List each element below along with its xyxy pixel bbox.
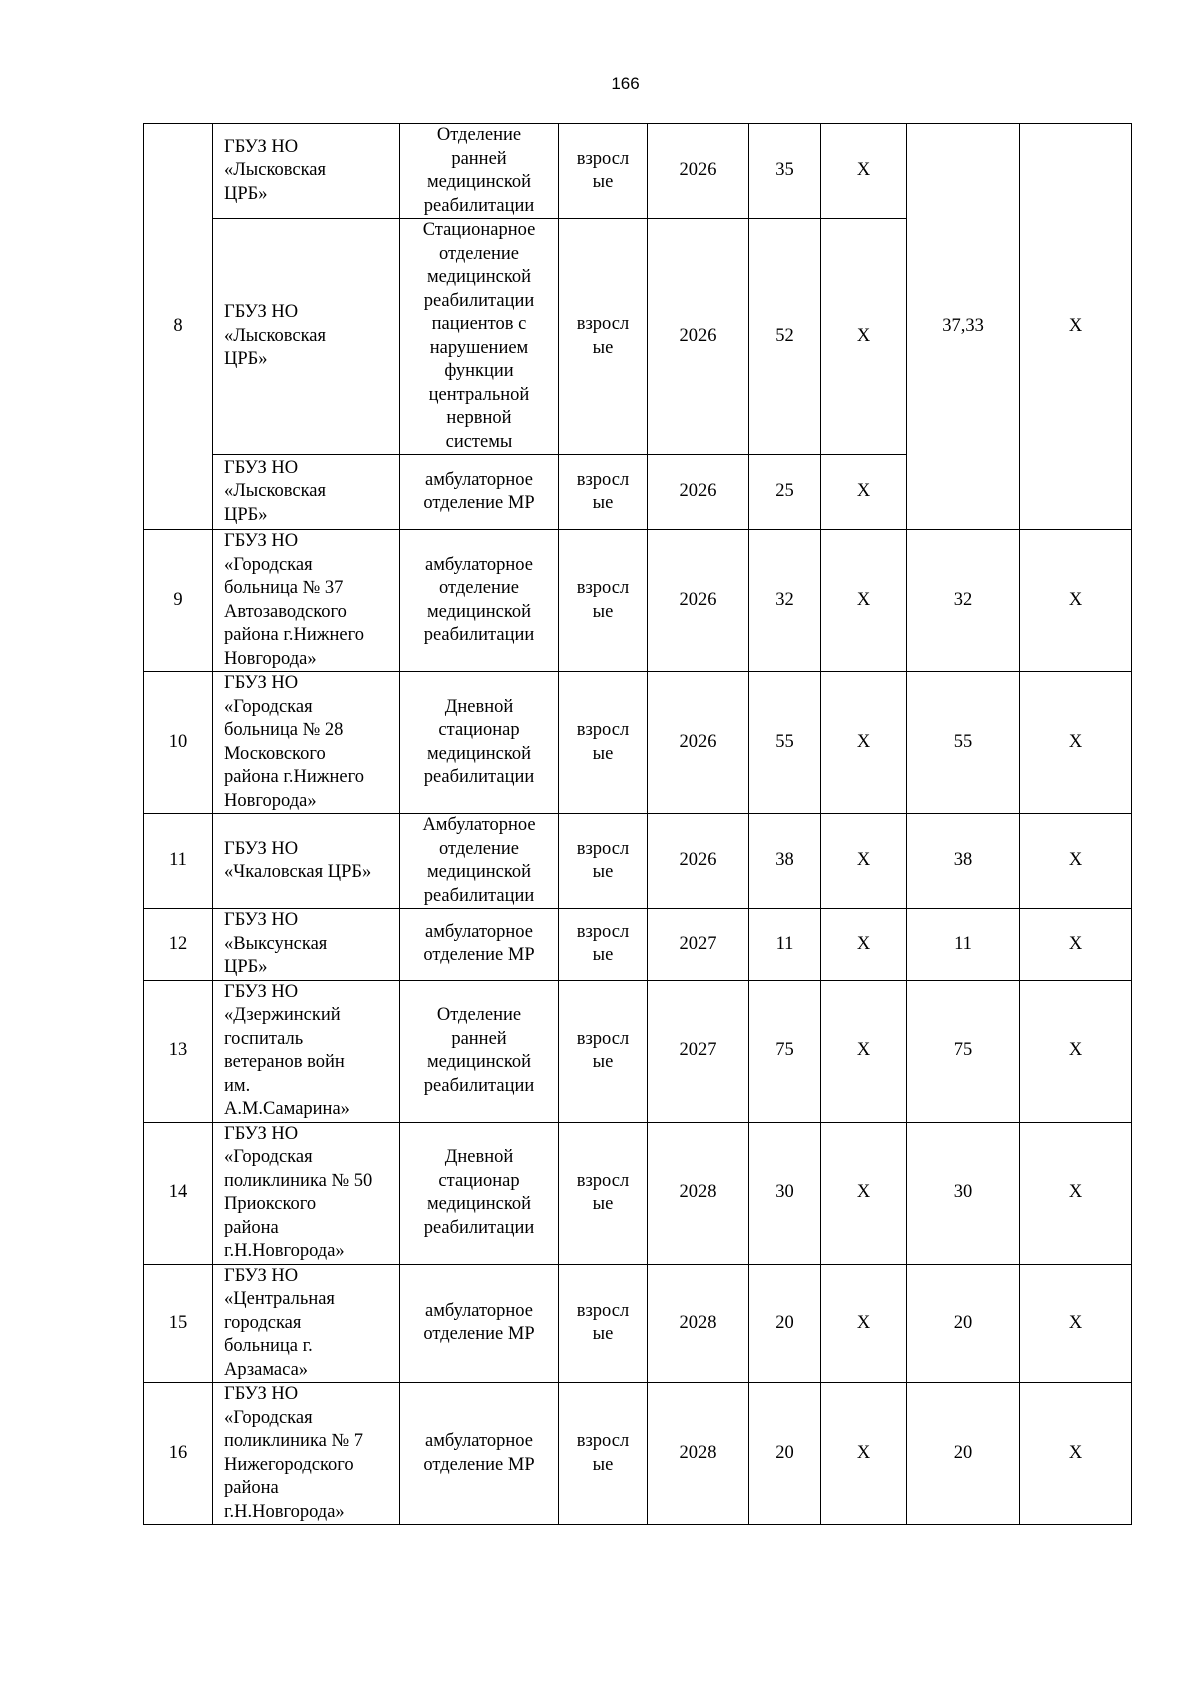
table-row <box>144 124 1132 219</box>
year-cell: 2028 <box>648 1383 749 1525</box>
category-cell: взросл ые <box>559 1264 648 1383</box>
total-cell: 37,33 <box>907 124 1020 530</box>
mark-cell: Х <box>821 980 907 1122</box>
year-cell: 2027 <box>648 980 749 1122</box>
organization-cell: ГБУЗ НО «Лысковская ЦРБ» <box>213 219 400 455</box>
organization-cell: ГБУЗ НО «Городская поликлиника № 7 Нижегородского района г.Н.Новгорода» <box>213 1383 400 1525</box>
total-cell: 30 <box>907 1122 1020 1264</box>
year-cell: 2026 <box>648 455 749 530</box>
organization-cell: ГБУЗ НО «Городская поликлиника № 50 Приокского района г.Н.Новгорода» <box>213 1122 400 1264</box>
category-cell: взросл ые <box>559 909 648 981</box>
table-row <box>144 909 1132 981</box>
unit-cell: амбулаторное отделение медицинской реабилитации <box>400 530 559 672</box>
unit-cell: Отделение ранней медицинской реабилитации <box>400 124 559 219</box>
row-number: 9 <box>144 530 213 672</box>
row-number: 15 <box>144 1264 213 1383</box>
mark-cell: Х <box>821 455 907 530</box>
organization-cell: ГБУЗ НО «Дзержинский госпиталь ветеранов войн им. А.М.Самарина» <box>213 980 400 1122</box>
beds-cell: 52 <box>749 219 821 455</box>
beds-cell: 30 <box>749 1122 821 1264</box>
table-row <box>144 1122 1132 1264</box>
organization-cell: ГБУЗ НО «Лысковская ЦРБ» <box>213 124 400 219</box>
mark-cell: Х <box>821 672 907 814</box>
year-cell: 2027 <box>648 909 749 981</box>
organization-cell: ГБУЗ НО «Лысковская ЦРБ» <box>213 455 400 530</box>
category-cell: взросл ые <box>559 1122 648 1264</box>
beds-cell: 25 <box>749 455 821 530</box>
row-number: 11 <box>144 814 213 909</box>
row-number: 16 <box>144 1383 213 1525</box>
organization-cell: ГБУЗ НО «Городская больница № 37 Автозаводского района г.Нижнего Новгорода» <box>213 530 400 672</box>
beds-cell: 38 <box>749 814 821 909</box>
total-cell: 55 <box>907 672 1020 814</box>
beds-cell: 20 <box>749 1383 821 1525</box>
category-cell: взросл ые <box>559 1383 648 1525</box>
unit-cell: Дневной стационар медицинской реабилитации <box>400 672 559 814</box>
mark-cell: Х <box>821 124 907 219</box>
mark-cell: Х <box>821 1122 907 1264</box>
total-cell: 20 <box>907 1383 1020 1525</box>
category-cell: взросл ые <box>559 455 648 530</box>
category-cell: взросл ые <box>559 672 648 814</box>
year-cell: 2026 <box>648 124 749 219</box>
facilities-table <box>143 123 1132 1525</box>
last-cell: Х <box>1020 814 1132 909</box>
last-cell: Х <box>1020 530 1132 672</box>
organization-cell: ГБУЗ НО «Городская больница № 28 Московского района г.Нижнего Новгорода» <box>213 672 400 814</box>
row-number: 10 <box>144 672 213 814</box>
last-cell: Х <box>1020 909 1132 981</box>
beds-cell: 55 <box>749 672 821 814</box>
beds-cell: 75 <box>749 980 821 1122</box>
year-cell: 2028 <box>648 1264 749 1383</box>
unit-cell: Амбулаторное отделение медицинской реабилитации <box>400 814 559 909</box>
organization-cell: ГБУЗ НО «Чкаловская ЦРБ» <box>213 814 400 909</box>
organization-cell: ГБУЗ НО «Выксунская ЦРБ» <box>213 909 400 981</box>
table-row <box>144 980 1132 1122</box>
category-cell: взросл ые <box>559 219 648 455</box>
last-cell: Х <box>1020 1122 1132 1264</box>
total-cell: 38 <box>907 814 1020 909</box>
year-cell: 2026 <box>648 814 749 909</box>
year-cell: 2026 <box>648 219 749 455</box>
unit-cell: амбулаторное отделение МР <box>400 1383 559 1525</box>
row-number: 12 <box>144 909 213 981</box>
page-number: 166 <box>611 74 640 93</box>
total-cell: 20 <box>907 1264 1020 1383</box>
mark-cell: Х <box>821 814 907 909</box>
table-row <box>144 1383 1132 1525</box>
table-row <box>144 530 1132 672</box>
row-number: 14 <box>144 1122 213 1264</box>
total-cell: 75 <box>907 980 1020 1122</box>
mark-cell: Х <box>821 530 907 672</box>
table-row <box>144 1264 1132 1383</box>
row-number: 8 <box>144 124 213 530</box>
mark-cell: Х <box>821 1383 907 1525</box>
mark-cell: Х <box>821 1264 907 1383</box>
last-cell: Х <box>1020 1264 1132 1383</box>
unit-cell: Стационарное отделение медицинской реабилитации пациентов с нарушением функции центральной нервной системы <box>400 219 559 455</box>
unit-cell: амбулаторное отделение МР <box>400 455 559 530</box>
category-cell: взросл ые <box>559 530 648 672</box>
unit-cell: Дневной стационар медицинской реабилитации <box>400 1122 559 1264</box>
beds-cell: 11 <box>749 909 821 981</box>
year-cell: 2026 <box>648 530 749 672</box>
last-cell: Х <box>1020 1383 1132 1525</box>
year-cell: 2026 <box>648 672 749 814</box>
last-cell: Х <box>1020 980 1132 1122</box>
mark-cell: Х <box>821 219 907 455</box>
year-cell: 2028 <box>648 1122 749 1264</box>
table-row <box>144 672 1132 814</box>
last-cell: Х <box>1020 672 1132 814</box>
category-cell: взросл ые <box>559 124 648 219</box>
mark-cell: Х <box>821 909 907 981</box>
unit-cell: амбулаторное отделение МР <box>400 1264 559 1383</box>
total-cell: 32 <box>907 530 1020 672</box>
table-row <box>144 814 1132 909</box>
beds-cell: 32 <box>749 530 821 672</box>
organization-cell: ГБУЗ НО «Центральная городская больница г. Арзамаса» <box>213 1264 400 1383</box>
category-cell: взросл ые <box>559 980 648 1122</box>
category-cell: взросл ые <box>559 814 648 909</box>
beds-cell: 20 <box>749 1264 821 1383</box>
row-number: 13 <box>144 980 213 1122</box>
total-cell: 11 <box>907 909 1020 981</box>
beds-cell: 35 <box>749 124 821 219</box>
unit-cell: амбулаторное отделение МР <box>400 909 559 981</box>
last-cell: Х <box>1020 124 1132 530</box>
unit-cell: Отделение ранней медицинской реабилитации <box>400 980 559 1122</box>
